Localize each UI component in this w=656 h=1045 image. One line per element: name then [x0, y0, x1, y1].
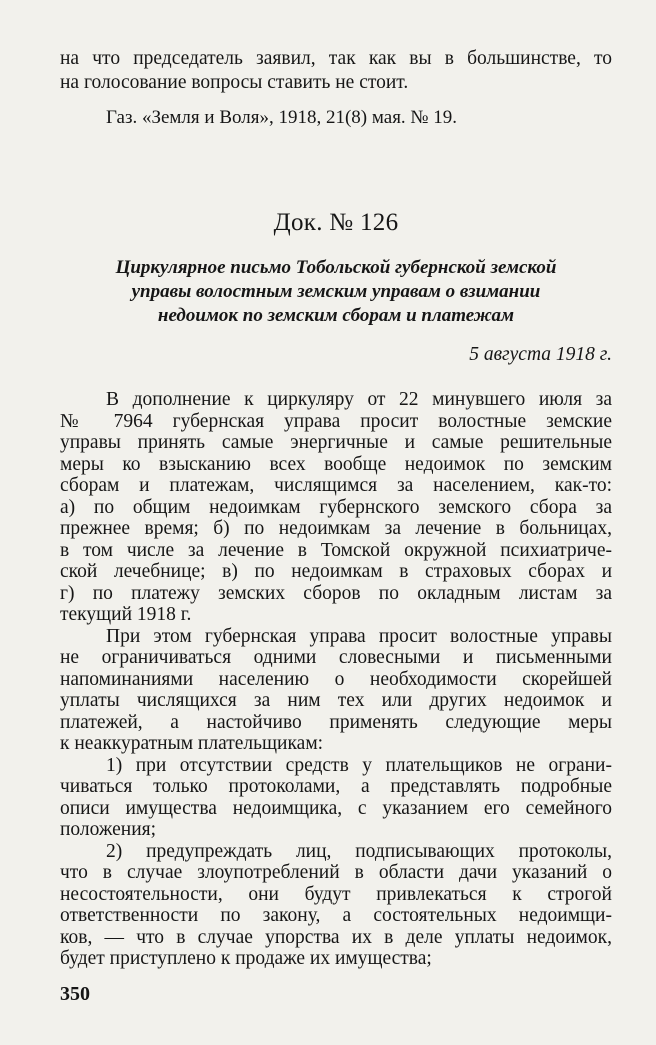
top-text-line-2: на голосование вопросы ставить не стоит. [60, 72, 409, 93]
body-line-8: в том числе за лечение в Томской окружной психиатриче- [60, 539, 612, 561]
body-line-15: уплаты числящихся за ним тех или других недоимок и [60, 690, 612, 711]
body-line-1: В дополнение к циркуляру от 22 минувшего июля за [106, 389, 612, 410]
body-line-18: 1) при отсутствии средств у плательщиков не ограни- [106, 754, 612, 776]
body-line-3: управы принять самые энергичные и самые решительные [60, 432, 612, 453]
body-line-13: не ограничиваться одними словесными и письменными [60, 647, 612, 668]
body-line-26: ков, — что в случае упорства их в деле уплаты недоимок, [60, 926, 612, 948]
source-citation: Газ. «Земля и Воля», 1918, 21(8) мая. № 19. [106, 107, 458, 128]
body-line-20: описи имущества недоимщика, с указанием его семейного [60, 797, 612, 819]
body-line-14: напоминаниями населению о необходимости скорейшей [60, 668, 612, 690]
body-line-6: а) по общим недоимкам губернского земского сбора за [60, 496, 612, 518]
body-line-2: № 7964 губернская управа просит волостные земские [60, 410, 612, 432]
body-line-4: меры ко взысканию всех вообще недоимок по земским [60, 453, 612, 475]
body-line-7: прежнее время; б) по недоимкам за лечение в больницах, [60, 518, 612, 539]
body-line-9: ской лечебнице; в) по недоимкам в страховых сборах и [60, 561, 612, 582]
document-title: Док. № 126 [273, 209, 399, 236]
document-heading-line-3: недоимок по земским сборам и платежам [157, 305, 515, 326]
page-number: 350 [60, 982, 90, 1005]
document-heading-line-1: Циркулярное письмо Тобольской губернской земской [115, 257, 557, 278]
body-line-24: несостоятельности, они будут привлекаться к строгой [60, 883, 612, 905]
top-text-line-1: на что председатель заявил, так как вы в большинстве, то [60, 48, 612, 69]
body-line-12: При этом губернская управа просит волостные управы [106, 625, 612, 647]
body-line-19: чиваться только протоколами, а представлять подробные [60, 776, 612, 797]
body-line-27: будет приступлено к продаже их имущества; [60, 948, 432, 969]
body-line-17: к неаккуратным плательщикам: [60, 733, 324, 754]
body-line-23: что в случае злоупотреблений в области дачи указаний о [60, 862, 612, 883]
document-heading-line-2: управы волостным земским управам о взимании [131, 281, 541, 302]
body-line-5: сборам и платежам, числящимся за населением, как-то: [60, 475, 612, 496]
body-line-22: 2) предупреждать лиц, подписывающих протоколы, [106, 840, 612, 862]
document-page [60, 0, 612, 1045]
body-line-16: платежей, а настойчиво применять следующие меры [60, 711, 612, 733]
body-line-25: ответственности по закону, а состоятельных недоимщи- [60, 905, 612, 926]
body-line-11: текущий 1918 г. [60, 604, 192, 625]
document-date: 5 августа 1918 г. [469, 344, 612, 365]
body-line-10: г) по платежу земских сборов по окладным листам за [60, 582, 612, 604]
body-line-21: положения; [60, 819, 157, 840]
